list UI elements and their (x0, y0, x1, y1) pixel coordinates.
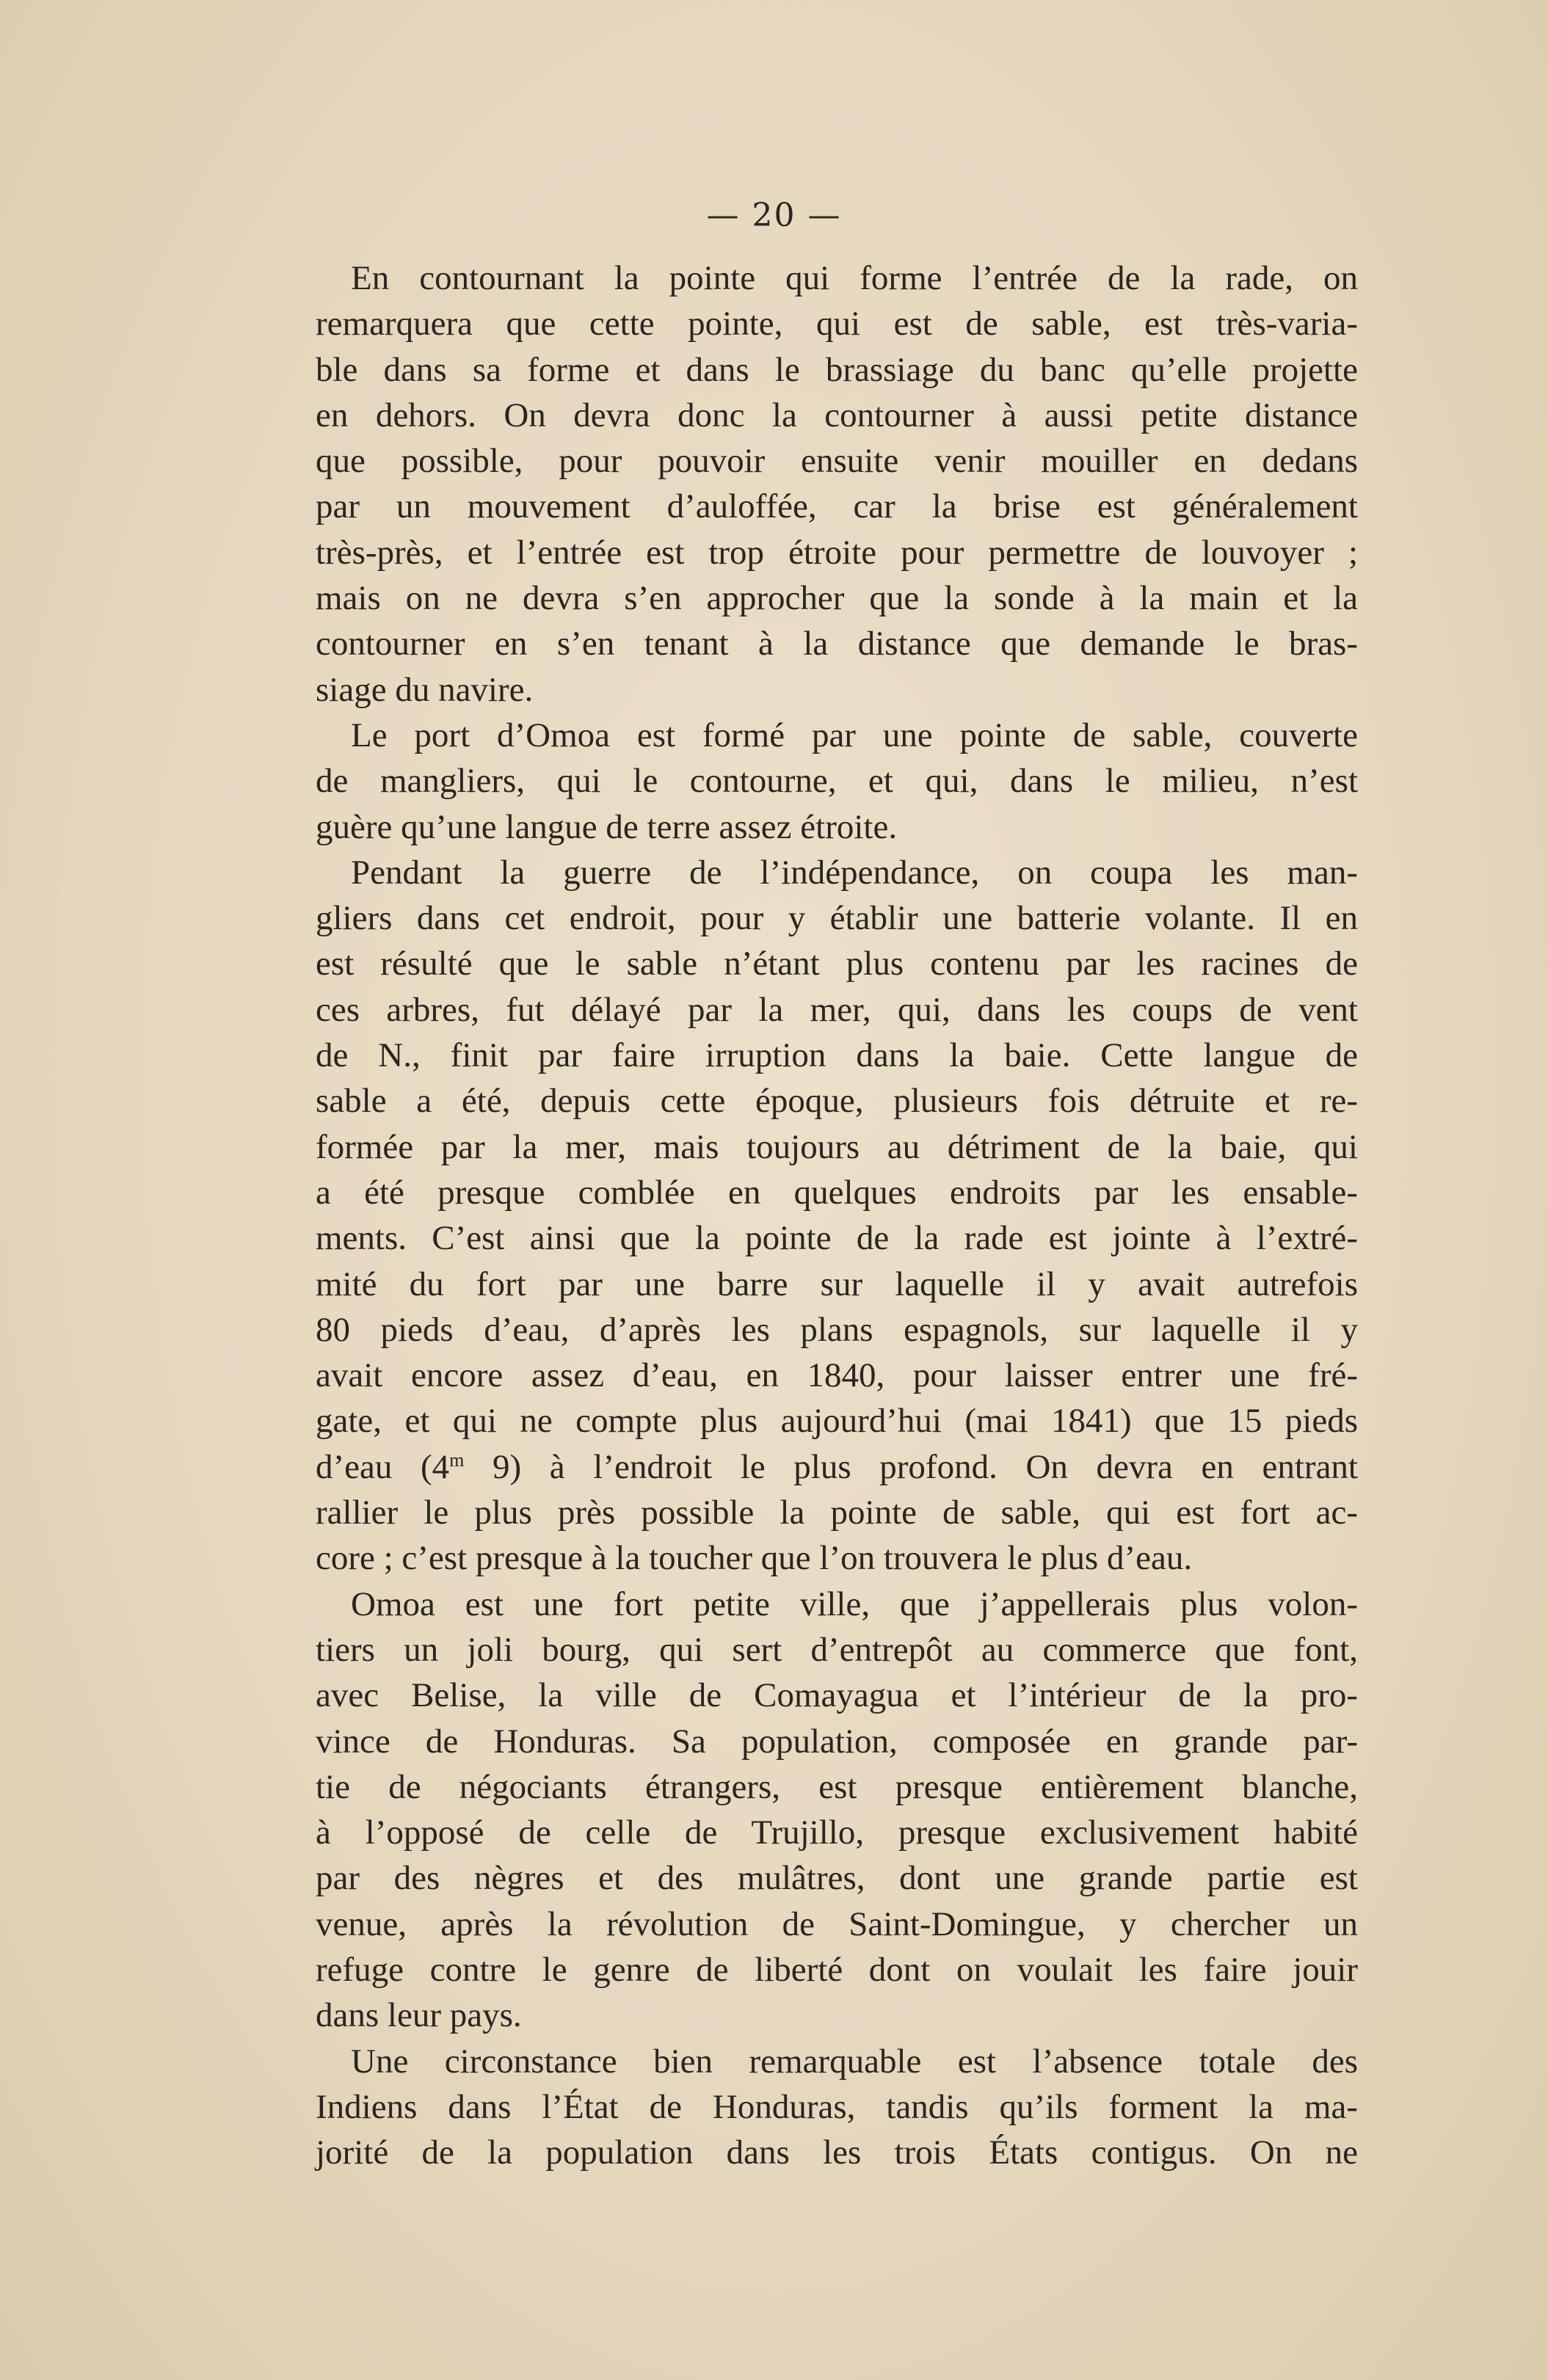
text-line: par des nègres et des mulâtres, dont une grande partie est (316, 1859, 1358, 1898)
text-line: tie de négociants étrangers, est presque entièrement blanche, (316, 1767, 1358, 1806)
text-line: ments. C’est ainsi que la pointe de la rade est jointe à l’extré- (316, 1219, 1358, 1258)
text-line: avait encore assez d’eau, en 1840, pour laisser entrer une fré- (316, 1356, 1358, 1395)
text-line: a été presque comblée en quelques endroits par les ensable- (316, 1173, 1358, 1212)
text-line: siage du navire. (316, 670, 534, 709)
text-line: 80 pieds d’eau, d’après les plans espagnols, sur laquelle il y (316, 1310, 1358, 1349)
text-line: Pendant la guerre de l’indépendance, on coupa les man- (351, 853, 1358, 892)
text-line: contourner en s’en tenant à la distance que demande le bras- (316, 625, 1358, 663)
text-line: mais on ne devra s’en approcher que la sonde à la main et la (316, 579, 1358, 618)
text-line: en dehors. On devra donc la contourner à aussi petite distance (316, 396, 1358, 434)
text-line: Le port d’Omoa est formé par une pointe de sable, couverte (351, 716, 1358, 754)
text-line: ces arbres, fut délayé par la mer, qui, dans les coups de vent (316, 990, 1358, 1029)
text-line: Indiens dans l’État de Honduras, tandis qu’ils forment la ma- (316, 2087, 1358, 2126)
paragraph (316, 255, 1358, 713)
page-number: — 20 — (706, 197, 842, 234)
text-line: gliers dans cet endroit, pour y établir une batterie volante. Il en (316, 899, 1358, 938)
text-line: venue, après la révolution de Saint-Domingue, y chercher un (316, 1904, 1358, 1943)
text-line: refuge contre le genre de liberté dont on voulait les faire jouir (316, 1950, 1358, 1989)
text-line: Omoa est une fort petite ville, que j’appellerais plus volon- (351, 1584, 1358, 1623)
text-line: est résulté que le sable n’étant plus contenu par les racines de (316, 945, 1358, 983)
paragraph (316, 1582, 1358, 2039)
text-line: remarquera que cette pointe, qui est de sable, est très-varia- (316, 305, 1358, 343)
text-line: tiers un joli bourg, qui sert d’entrepôt au commerce que font, (316, 1630, 1358, 1669)
text-line: de N., finit par faire irruption dans la baie. Cette langue de (316, 1036, 1358, 1075)
text-line: mité du fort par une barre sur laquelle il y avait autrefois (316, 1264, 1358, 1303)
paragraph (316, 713, 1358, 850)
text-line: sable a été, depuis cette époque, plusieurs fois détruite et re- (316, 1082, 1358, 1121)
text-line: à l’opposé de celle de Trujillo, presque exclusivement habité (316, 1813, 1358, 1852)
text-line: guère qu’une langue de terre assez étroite. (316, 807, 898, 846)
text-line: avec Belise, la ville de Comayagua et l’intérieur de la pro- (316, 1676, 1358, 1715)
text-line: En contournant la pointe qui forme l’entrée de la rade, on (351, 259, 1358, 297)
paragraph (316, 2039, 1358, 2176)
text-line: que possible, pour pouvoir ensuite venir mouiller en dedans (316, 442, 1358, 481)
text-line: très-près, et l’entrée est trop étroite pour permettre de louvoyer ; (316, 533, 1358, 572)
text-line: d’eau (4$^m$ 9) à l’endroit le plus profond. On devra en entrant (316, 1447, 1358, 1486)
text-line: jorité de la population dans les trois États contigus. On ne (316, 2133, 1358, 2172)
text-line: core ; c’est presque à la toucher que l’on trouvera le plus d’eau. (316, 1539, 1193, 1578)
text-line: de mangliers, qui le contourne, et qui, dans le milieu, n’est (316, 762, 1358, 801)
paragraph (316, 850, 1358, 1582)
body-text (316, 255, 1358, 2175)
text-line: par un mouvement d’auloffée, car la brise est généralement (316, 487, 1358, 526)
text-line: ble dans sa forme et dans le brassiage du banc qu’elle projette (316, 350, 1358, 389)
text-line: rallier le plus près possible la pointe de sable, qui est fort ac- (316, 1493, 1358, 1532)
text-line: dans leur pays. (316, 1996, 522, 2035)
text-line: Une circonstance bien remarquable est l’absence totale des (351, 2042, 1358, 2081)
text-line: formée par la mer, mais toujours au détriment de la baie, qui (316, 1127, 1358, 1166)
text-line: gate, et qui ne compte plus aujourd’hui (mai 1841) que 15 pieds (316, 1402, 1358, 1441)
text-line: vince de Honduras. Sa population, composée en grande par- (316, 1722, 1358, 1761)
unit-superscript: m (449, 1449, 465, 1471)
